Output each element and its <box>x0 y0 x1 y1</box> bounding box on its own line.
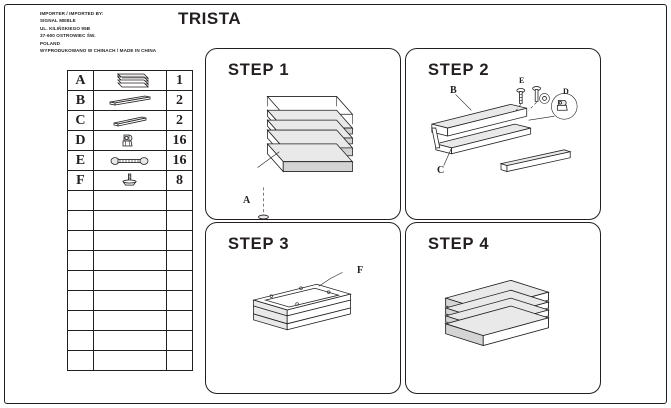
importer-line-4: 37-600 OSTROWIEC ŚW. <box>40 33 96 39</box>
table-row <box>68 211 193 231</box>
part-qty: 2 <box>167 91 193 111</box>
step-1-label: STEP 1 <box>228 61 290 79</box>
part-qty: 8 <box>167 171 193 191</box>
part-qty: 16 <box>167 131 193 151</box>
part-letter: A <box>68 71 94 91</box>
table-row <box>68 171 193 191</box>
part-qty: 1 <box>167 71 193 91</box>
table-row <box>68 131 193 151</box>
part-thumbnail-bolt-icon <box>93 151 166 171</box>
part-thumbnail-cam-screw-icon <box>93 171 166 191</box>
step-panel-3 <box>205 222 401 394</box>
table-row <box>68 251 193 271</box>
table-row <box>68 231 193 251</box>
part-thumbnail-corner-bracket-icon <box>93 131 166 151</box>
importer-line-6: WYPRODUKOWANO W CHINACH / MADE IN CHINA <box>40 48 157 54</box>
step-2-callout-B: B <box>450 85 457 96</box>
step-2-label: STEP 2 <box>428 61 490 79</box>
part-qty: 16 <box>167 151 193 171</box>
part-letter: B <box>68 91 94 111</box>
importer-line-1: IMPORTER / IMPORTED BY: <box>40 11 104 16</box>
page-title: TRISTA <box>178 9 242 28</box>
step-2-callout-D: D <box>563 87 569 96</box>
importer-line-3: UL. KILIŃSKIEGO 95B <box>40 25 91 31</box>
table-row <box>68 71 193 91</box>
table-row <box>68 351 193 371</box>
table-row <box>68 311 193 331</box>
part-letter: F <box>68 171 94 191</box>
part-qty: 2 <box>167 111 193 131</box>
importer-line-2: SIGNAL MEBLE <box>40 18 76 24</box>
table-row <box>68 331 193 351</box>
part-letter: E <box>68 151 94 171</box>
step-2-callout-C: C <box>437 165 445 176</box>
step-2-callout-E: E <box>519 76 525 85</box>
step-1-callout-A: A <box>243 195 251 206</box>
step-4-label: STEP 4 <box>428 235 490 253</box>
step-3-callout-F: F <box>357 265 364 276</box>
table-row <box>68 191 193 211</box>
step-panel-2 <box>405 48 601 220</box>
table-row <box>68 111 193 131</box>
table-row <box>68 271 193 291</box>
table-row <box>68 151 193 171</box>
part-thumbnail-short-rail-icon <box>93 111 166 131</box>
part-thumbnail-panel-stack-icon <box>93 71 166 91</box>
part-letter: C <box>68 111 94 131</box>
step-panel-4 <box>405 222 601 394</box>
part-thumbnail-long-rail-icon <box>93 91 166 111</box>
importer-line-5: POLAND <box>40 40 60 46</box>
table-row <box>68 91 193 111</box>
importer-block <box>40 10 190 55</box>
step-3-label: STEP 3 <box>228 235 290 253</box>
part-letter: D <box>68 131 94 151</box>
parts-table <box>67 70 193 371</box>
step-panel-1 <box>205 48 401 220</box>
table-row <box>68 291 193 311</box>
